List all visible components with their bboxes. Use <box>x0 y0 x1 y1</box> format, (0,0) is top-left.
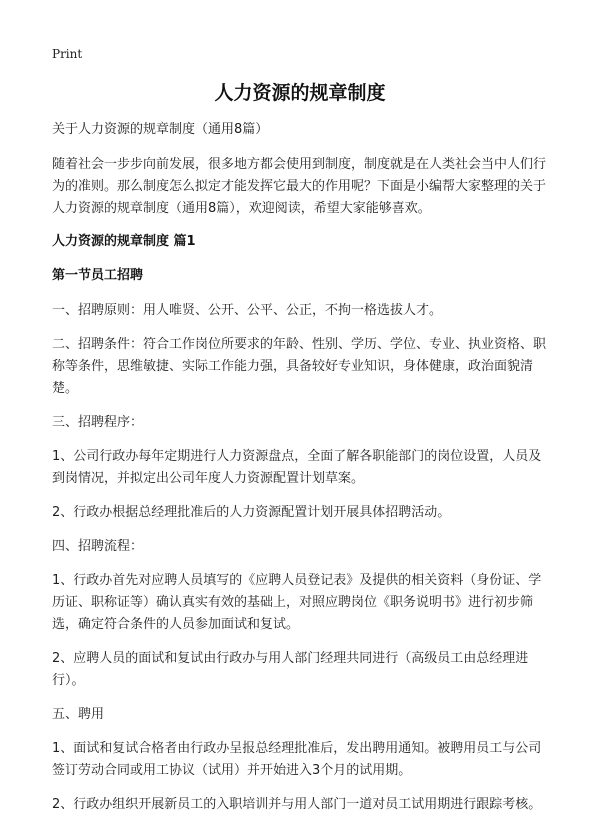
paragraph: 四、招聘流程： <box>52 539 144 554</box>
section-heading: 人力资源的规章制度 篇1 <box>52 234 196 249</box>
paragraph: 1、公司行政办每年定期进行人力资源盘点，全面了解各职能部门的岗位设置，人员及到岗情况，并拟定出公司年度人力资源配置计划草案。 <box>52 449 542 486</box>
chapter-heading: 第一节员工招聘 <box>52 268 144 283</box>
paragraph: 一、招聘原则：用人唯贤、公开、公平、公正，不拘一格选拔人才。 <box>52 303 443 318</box>
paragraph: 1、面试和复试合格者由行政办呈报总经理批准后，发出聘用通知。被聘用员工与公司签订劳动合同或用工协议（试用）并开始进入3个月的试用期。 <box>52 741 542 778</box>
paragraph: 2、行政办根据总经理批准后的人力资源配置计划开展具体招聘活动。 <box>52 505 451 520</box>
paragraph: 二、招聘条件：符合工作岗位所要求的年龄、性别、学历、学位、专业、执业资格、职称等条件，思维敏捷、实际工作能力强，具备较好专业知识，身体健康，政治面貌清楚。 <box>52 337 547 396</box>
paragraph: 三、招聘程序： <box>52 415 144 430</box>
paragraph: 1、行政办首先对应聘人员填写的《应聘人员登记表》及提供的相关资料（身份证、学历证、职称证等）确认真实有效的基础上，对照应聘岗位《职务说明书》进行初步筛选，确定符合条件的人员参加面试和复试。 <box>52 573 542 632</box>
paragraph: 2、应聘人员的面试和复试由行政办与用人部门经理共同进行（高级员工由总经理进行）。 <box>52 651 529 688</box>
document-subtitle: 关于人力资源的规章制度（通用8篇） <box>52 122 269 137</box>
document-body <box>52 120 552 828</box>
paragraph: 五、聘用 <box>52 707 105 722</box>
paragraph: 2、行政办组织开展新员工的入职培训并与用人部门一道对员工试用期进行跟踪考核。 <box>52 797 542 812</box>
document-title: 人力资源的规章制度 <box>214 82 386 104</box>
print-link[interactable]: Print <box>52 47 83 61</box>
intro-paragraph: 随着社会一步步向前发展，很多地方都会使用到制度，制度就是在人类社会当中人们行为的准则。那么制度怎么拟定才能发挥它最大的作用呢？下面是小编帮大家整理的关于人力资源的规章制度（通用8篇），欢迎阅读，希望大家能够喜欢。 <box>52 157 547 216</box>
